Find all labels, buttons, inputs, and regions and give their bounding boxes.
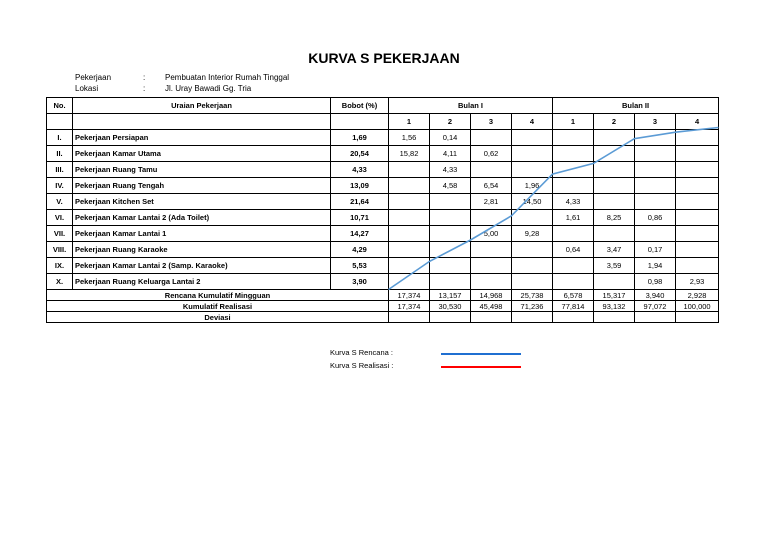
- row-name: Pekerjaan Kamar Lantai 2 (Samp. Karaoke): [73, 258, 331, 274]
- summary-value: [471, 312, 512, 323]
- header-bulan-2: Bulan II: [553, 98, 719, 114]
- row-week-value: [553, 178, 594, 194]
- page-title: KURVA S PEKERJAAN: [308, 50, 460, 66]
- summary-value: 13,157: [430, 290, 471, 301]
- summary-row: [47, 301, 719, 312]
- row-week-value: 1,56: [389, 130, 430, 146]
- row-week-value: 0,62: [471, 146, 512, 162]
- row-week-value: 0,17: [635, 242, 676, 258]
- row-week-value: [471, 274, 512, 290]
- row-week-value: 6,54: [471, 178, 512, 194]
- row-week-value: 14,50: [512, 194, 553, 210]
- row-number: X.: [47, 274, 73, 290]
- row-number: IV.: [47, 178, 73, 194]
- row-week-value: 0,14: [430, 130, 471, 146]
- pekerjaan-value: Pembuatan Interior Rumah Tinggal: [165, 73, 290, 82]
- row-week-value: 8,25: [594, 210, 635, 226]
- table-row: [47, 194, 719, 210]
- row-week-value: [594, 178, 635, 194]
- table-row: [47, 162, 719, 178]
- row-week-value: 5,00: [471, 226, 512, 242]
- row-week-value: 1,96: [512, 178, 553, 194]
- row-number: I.: [47, 130, 73, 146]
- summary-value: 45,498: [471, 301, 512, 312]
- row-week-value: [553, 162, 594, 178]
- row-number: IX.: [47, 258, 73, 274]
- row-week-value: 1,94: [635, 258, 676, 274]
- table-row: [47, 274, 719, 290]
- summary-value: [635, 312, 676, 323]
- legend-realisasi-label: Kurva S Realisasi :: [330, 361, 394, 370]
- summary-value: [594, 312, 635, 323]
- row-name: Pekerjaan Persiapan: [73, 130, 331, 146]
- row-name: Pekerjaan Kamar Lantai 2 (Ada Toilet): [73, 210, 331, 226]
- row-week-value: 1,61: [553, 210, 594, 226]
- week-header: 1: [389, 114, 430, 130]
- row-week-value: [594, 226, 635, 242]
- summary-value: [512, 312, 553, 323]
- row-week-value: [594, 274, 635, 290]
- row-bobot: 14,27: [331, 226, 389, 242]
- row-number: VIII.: [47, 242, 73, 258]
- header-spacer: [73, 114, 331, 130]
- row-week-value: [430, 194, 471, 210]
- row-week-value: [430, 210, 471, 226]
- legend-rencana-line: [441, 353, 521, 355]
- summary-value: 100,000: [676, 301, 719, 312]
- table-row: [47, 226, 719, 242]
- row-week-value: [512, 130, 553, 146]
- summary-label: Deviasi: [47, 312, 389, 323]
- summary-value: 93,132: [594, 301, 635, 312]
- row-bobot: 5,53: [331, 258, 389, 274]
- row-week-value: [553, 258, 594, 274]
- row-week-value: [512, 242, 553, 258]
- summary-value: 14,968: [471, 290, 512, 301]
- row-week-value: 3,59: [594, 258, 635, 274]
- summary-value: 77,814: [553, 301, 594, 312]
- row-week-value: [594, 146, 635, 162]
- row-week-value: [594, 162, 635, 178]
- row-week-value: [430, 226, 471, 242]
- row-week-value: [389, 226, 430, 242]
- row-week-value: [594, 194, 635, 210]
- row-week-value: [553, 146, 594, 162]
- table-row: [47, 130, 719, 146]
- week-header: 1: [553, 114, 594, 130]
- row-week-value: [594, 130, 635, 146]
- row-week-value: [389, 274, 430, 290]
- summary-value: 71,236: [512, 301, 553, 312]
- row-week-value: [635, 162, 676, 178]
- row-week-value: [635, 178, 676, 194]
- week-header: 3: [635, 114, 676, 130]
- table-row: [47, 210, 719, 226]
- week-header: 4: [512, 114, 553, 130]
- week-header: 2: [594, 114, 635, 130]
- header-spacer: [331, 114, 389, 130]
- legend-realisasi-line: [441, 366, 521, 368]
- row-week-value: [430, 242, 471, 258]
- row-name: Pekerjaan Kitchen Set: [73, 194, 331, 210]
- row-week-value: [635, 194, 676, 210]
- row-week-value: [553, 130, 594, 146]
- row-bobot: 4,33: [331, 162, 389, 178]
- row-week-value: [676, 146, 719, 162]
- row-week-value: [471, 210, 512, 226]
- row-week-value: [389, 242, 430, 258]
- summary-value: 25,738: [512, 290, 553, 301]
- row-name: Pekerjaan Ruang Tamu: [73, 162, 331, 178]
- summary-value: 17,374: [389, 301, 430, 312]
- row-week-value: 2,81: [471, 194, 512, 210]
- row-week-value: [635, 146, 676, 162]
- row-week-value: [676, 130, 719, 146]
- row-week-value: [512, 146, 553, 162]
- row-week-value: 4,33: [430, 162, 471, 178]
- row-week-value: [676, 194, 719, 210]
- row-name: Pekerjaan Kamar Lantai 1: [73, 226, 331, 242]
- summary-value: 6,578: [553, 290, 594, 301]
- row-week-value: [635, 130, 676, 146]
- header-no: No.: [47, 98, 73, 114]
- row-week-value: 4,11: [430, 146, 471, 162]
- row-bobot: 10,71: [331, 210, 389, 226]
- summary-value: 3,940: [635, 290, 676, 301]
- row-week-value: [676, 162, 719, 178]
- summary-value: [553, 312, 594, 323]
- row-bobot: 20,54: [331, 146, 389, 162]
- legend-rencana-label: Kurva S Rencana :: [330, 348, 393, 357]
- row-week-value: [389, 162, 430, 178]
- row-week-value: [676, 178, 719, 194]
- row-week-value: 0,86: [635, 210, 676, 226]
- row-week-value: 9,28: [512, 226, 553, 242]
- row-week-value: [512, 210, 553, 226]
- row-week-value: 0,64: [553, 242, 594, 258]
- header-bobot: Bobot (%): [331, 98, 389, 114]
- summary-value: 97,072: [635, 301, 676, 312]
- row-name: Pekerjaan Ruang Karaoke: [73, 242, 331, 258]
- header-uraian: Uraian Pekerjaan: [73, 98, 331, 114]
- row-week-value: [471, 242, 512, 258]
- row-week-value: 4,58: [430, 178, 471, 194]
- summary-row: [47, 312, 719, 323]
- row-name: Pekerjaan Kamar Utama: [73, 146, 331, 162]
- row-week-value: [471, 130, 512, 146]
- row-number: VII.: [47, 226, 73, 242]
- header-spacer: [47, 114, 73, 130]
- row-week-value: [512, 274, 553, 290]
- pekerjaan-label: Pekerjaan: [75, 73, 112, 82]
- table-row: [47, 146, 719, 162]
- summary-value: 17,374: [389, 290, 430, 301]
- table-row: [47, 242, 719, 258]
- summary-value: 15,317: [594, 290, 635, 301]
- row-number: VI.: [47, 210, 73, 226]
- row-name: Pekerjaan Ruang Tengah: [73, 178, 331, 194]
- row-week-value: [389, 210, 430, 226]
- row-week-value: 3,47: [594, 242, 635, 258]
- row-week-value: [676, 242, 719, 258]
- row-bobot: 4,29: [331, 242, 389, 258]
- row-week-value: [430, 274, 471, 290]
- header-bulan-1: Bulan I: [389, 98, 553, 114]
- row-week-value: [471, 162, 512, 178]
- row-week-value: [553, 274, 594, 290]
- pekerjaan-separator: :: [143, 73, 146, 82]
- row-week-value: [512, 162, 553, 178]
- table-row: [47, 258, 719, 274]
- row-week-value: [512, 258, 553, 274]
- row-week-value: 2,93: [676, 274, 719, 290]
- row-bobot: 3,90: [331, 274, 389, 290]
- summary-row: [47, 290, 719, 301]
- summary-value: [389, 312, 430, 323]
- table-row: [47, 178, 719, 194]
- row-name: Pekerjaan Ruang Keluarga Lantai 2: [73, 274, 331, 290]
- row-week-value: [389, 258, 430, 274]
- row-week-value: 0,98: [635, 274, 676, 290]
- week-header: 3: [471, 114, 512, 130]
- summary-value: 2,928: [676, 290, 719, 301]
- row-bobot: 1,69: [331, 130, 389, 146]
- summary-label: Rencana Kumulatif Mingguan: [47, 290, 389, 301]
- row-week-value: [389, 194, 430, 210]
- row-bobot: 21,64: [331, 194, 389, 210]
- schedule-table: [46, 97, 719, 323]
- summary-label: Kumulatif Realisasi: [47, 301, 389, 312]
- lokasi-separator: :: [143, 84, 146, 93]
- row-week-value: 4,33: [553, 194, 594, 210]
- row-week-value: [389, 178, 430, 194]
- row-number: V.: [47, 194, 73, 210]
- week-header: 2: [430, 114, 471, 130]
- lokasi-value: Jl. Uray Bawadi Gg. Tria: [165, 84, 252, 93]
- lokasi-label: Lokasi: [75, 84, 99, 93]
- row-week-value: [676, 210, 719, 226]
- row-number: II.: [47, 146, 73, 162]
- row-number: III.: [47, 162, 73, 178]
- row-week-value: [635, 226, 676, 242]
- row-bobot: 13,09: [331, 178, 389, 194]
- summary-value: [430, 312, 471, 323]
- week-header: 4: [676, 114, 719, 130]
- row-week-value: [471, 258, 512, 274]
- row-week-value: [430, 258, 471, 274]
- summary-value: 30,530: [430, 301, 471, 312]
- row-week-value: [553, 226, 594, 242]
- row-week-value: [676, 258, 719, 274]
- summary-value: [676, 312, 719, 323]
- row-week-value: 15,82: [389, 146, 430, 162]
- row-week-value: [676, 226, 719, 242]
